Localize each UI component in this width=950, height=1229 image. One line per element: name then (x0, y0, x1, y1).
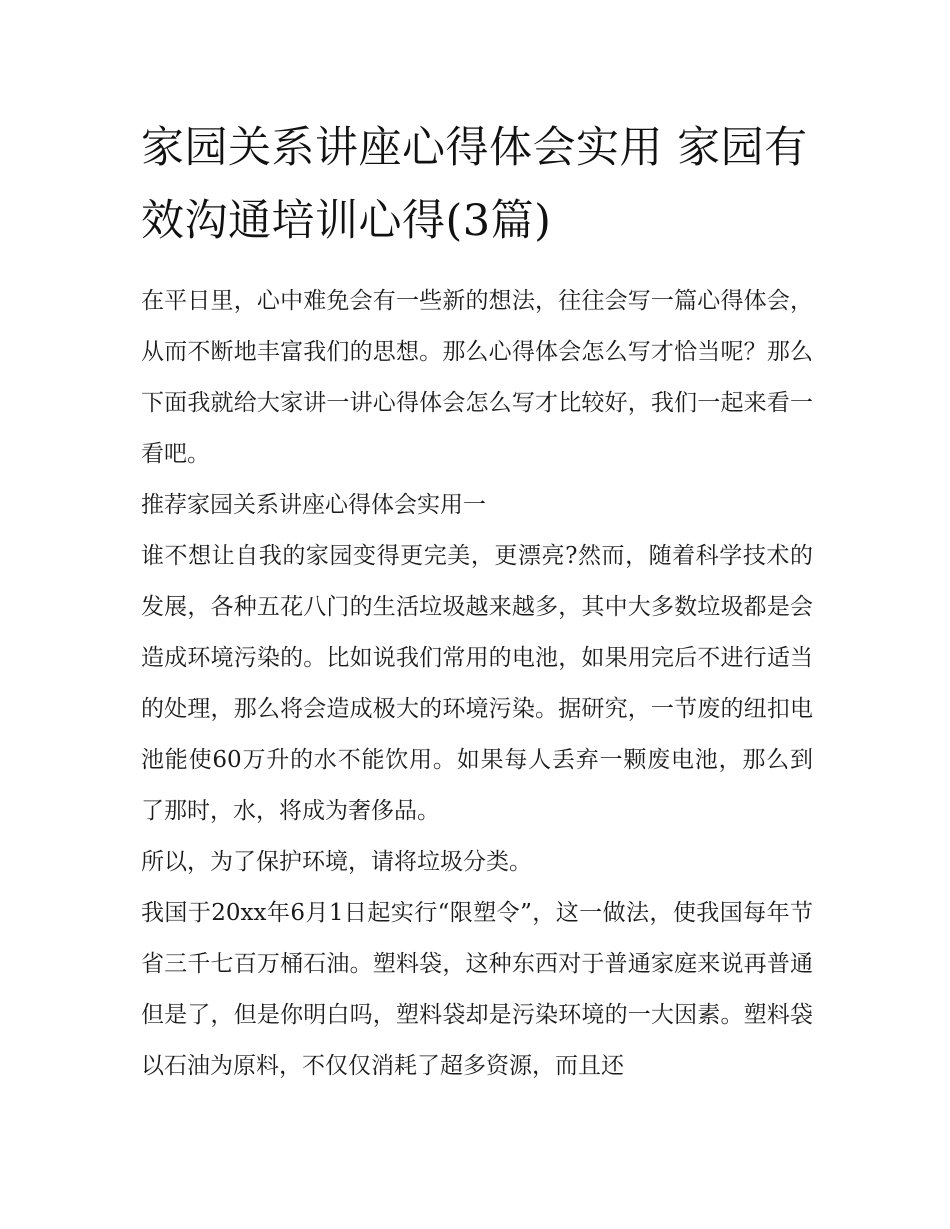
body-paragraph: 我国于20xx年6月1日起实行“限塑令”，这一做法，使我国每年节省三千七百万桶石油。塑料袋，这种东西对于普通家庭来说再普通但是了，但是你明白吗，塑料袋却是污染环境的一大因素。塑料袋以石油为原料，不仅仅消耗了超多资源，而且还 (141, 900, 813, 1079)
document-title: 家园关系讲座心得体会实用 家园有效沟通培训心得(3篇) (141, 123, 808, 246)
document-page (141, 112, 813, 1092)
intro-paragraph: 在平日里，心中难免会有一些新的想法，往往会写一篇心得体会，从而不断地丰富我们的思想。那么心得体会怎么写才恰当呢？那么下面我就给大家讲一讲心得体会怎么写才比较好，我们一起来看一看吧。 (141, 288, 813, 467)
body-paragraph: 谁不想让自我的家园变得更完美，更漂亮?然而，随着科学技术的发展，各种五花八门的生活垃圾越来越多，其中大多数垃圾都是会造成环境污染的。比如说我们常用的电池，如果用完后不进行适当的处理，那么将会造成极大的环境污染。据研究，一节废的纽扣电池能使60万升的水不能饮用。如果每人丢弃一颗废电池，那么到了那时，水，将成为奢侈品。 (141, 543, 813, 824)
body-paragraph: 所以，为了保护环境，请将垃圾分类。 (141, 849, 532, 875)
section-heading: 推荐家园关系讲座心得体会实用一 (141, 492, 486, 518)
